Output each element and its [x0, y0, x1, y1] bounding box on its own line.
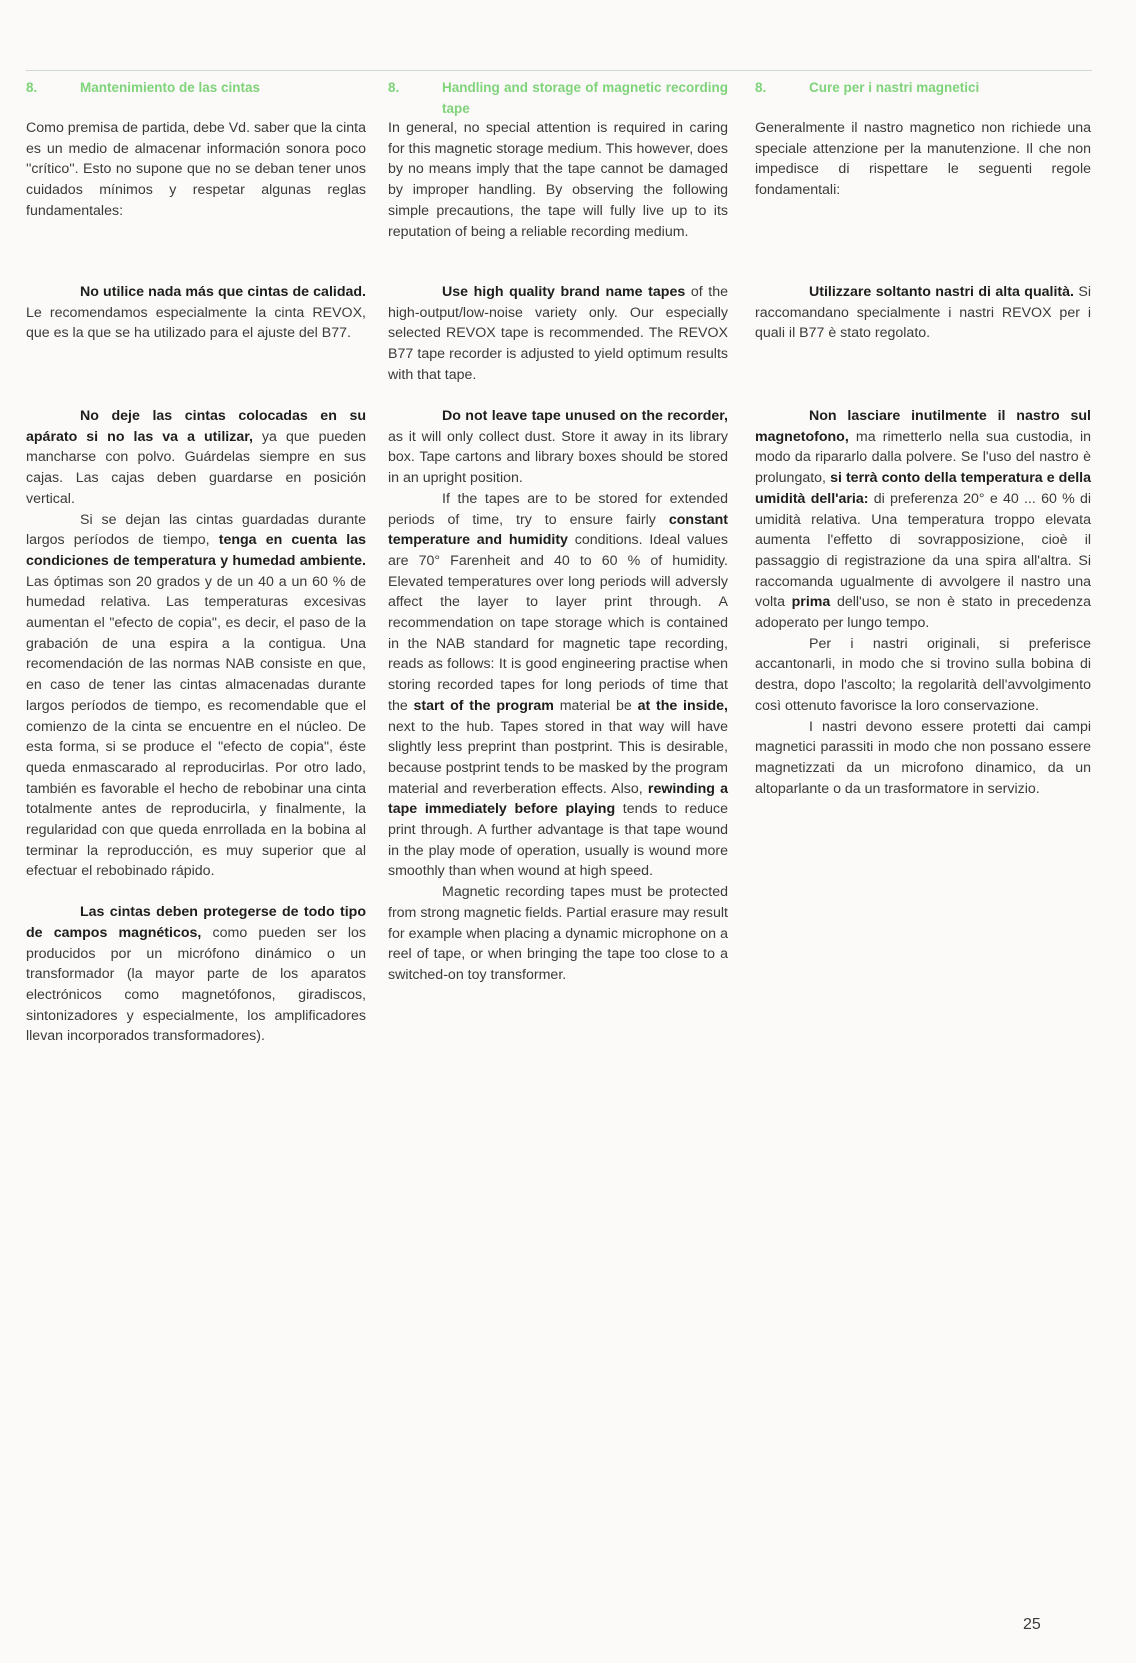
paragraph: Non lasciare inutilmente il nastro sul magnetofono, ma rimetterlo nella sua custodia, in modo da ripararlo dalla polvere. Se l'uso del nastro è prolungato, si terrà conto della temperatura e della umidità dell'aria: di preferenza 20° e 40 ... 60 % di umidità relativa. Una temperatura troppo elevata aumenta l'effetto di sovrapposizione, cioè il passaggio di registrazione da una spira all'altra. Si raccomanda ugualmente di avvolgere il nastro una volta prima dell'uso, se non è stato in precedenza adoperato per lungo tempo.	[755, 408, 1092, 632]
column-english	[388, 78, 728, 983]
column-italian	[755, 78, 1092, 797]
paragraph: Como premisa de partida, debe Vd. saber que la cinta es un medio de almacenar información sonora poco ''crítico''. Esto no supone que no se deban tener unos cuidados mínimos y respetar algunas reglas fundamentales:	[26, 120, 366, 219]
section-number: 8.	[26, 80, 38, 95]
page-number: 25	[1023, 1616, 1041, 1633]
section-title: Mantenimiento de las cintas	[80, 80, 261, 95]
paragraph: Si se dejan las cintas guardadas durante largos períodos de tiempo, tenga en cuenta las condiciones de temperatura y humedad ambiente. Las óptimas son 20 grados y de un 40 a un 60 % de humedad relativa. Las temperaturas excesivas aumentan el "efecto de copia", es decir, el paso de la grabación de una espira a la contigua. Una recomendación de las normas NAB consiste en que, en caso de tener las cintas almacenadas durante largos períodos de tiempo, es recomendable que el comienzo de la cinta se encuentre en el núcleo. De esta forma, si se produce el "efecto de copia", éste queda enmascarado al reproducirlas. Por otro lado, también es favorable el hecho de rebobinar una cinta totalmente antes de reproducirla, y finalmente, la regularidad con que queda enrrollada en la bobina al terminar la reproducción, es muy superior que al efectuar el rebobinado rápido.	[26, 511, 367, 880]
section-heading	[388, 78, 728, 119]
paragraph: Magnetic recording tapes must be protected from strong magnetic fields. Partial erasure may result for example when placing a dynamic microphone on a reel of tape, or when bringing the tape too close to a switched-on toy transformer.	[388, 884, 728, 983]
section-heading	[26, 78, 366, 99]
paragraph: Generalmente il nastro magnetico non richiede una speciale attenzione per la manutenzione. Il che non impedisce di rispettare le seguenti regole fondamentali:	[755, 120, 1091, 199]
intro-block	[388, 118, 728, 242]
tape-quality-block	[26, 282, 366, 344]
section-title: Cure per i nastri magnetici	[809, 80, 980, 95]
paragraph: Do not leave tape unused on the recorder, as it will only collect dust. Store it away in its library box. Tape cartons and library boxes should be stored in an upright position.	[388, 408, 728, 487]
storage-block	[26, 406, 366, 1047]
paragraph: Use high quality brand name tapes of the high-output/low-noise variety only. Our especially selected REVOX tape is recommended. The REVOX B77 tape recorder is adjusted to yield optimum results with that tape.	[388, 284, 728, 383]
paragraph: Utilizzare soltanto nastri di alta qualità. Si raccomandano specialmente i nastri REVOX per i quali il B77 è stato regolato.	[755, 284, 1091, 342]
section-title: Handling and storage of magnetic recording tape	[442, 80, 728, 116]
storage-block	[388, 406, 728, 986]
section-heading	[755, 78, 1091, 99]
paragraph: Per i nastri originali, si preferisce accantonarli, in modo che si trovino sulla bobina di destra, dopo l'ascolto; la regolarità dell'avvolgimento così ottenuto favorisce la loro conservazione.	[755, 635, 1091, 714]
intro-block	[755, 118, 1091, 201]
paragraph: No utilice nada más que cintas de calidad. Le recomendamos especialmente la cinta REVOX, que es la que se ha utilizado para el ajuste del B77.	[26, 284, 366, 342]
paragraph: I nastri devono essere protetti dai campi magnetici parassiti in modo che non possano essere magnetizzati da un microfono dinamico, da un altoparlante o da un trasformatore in servizio.	[755, 718, 1091, 797]
tape-quality-block	[388, 282, 728, 386]
column-spanish	[26, 78, 367, 1045]
tape-quality-block	[755, 282, 1091, 344]
paragraph: No deje las cintas colocadas en su apárato si no las va a utilizar, ya que pueden mancharse con polvo. Guárdelas siempre en sus cajas. Las cajas deben guardarse en posición vertical.	[26, 408, 366, 507]
storage-block	[755, 406, 1091, 799]
paragraph: In general, no special attention is required in caring for this magnetic storage medium. This however, does by no means imply that the tape cannot be damaged by improper handling. By observing the following simple precautions, the tape will fully live up to its reputation of being a reliable recording medium.	[388, 120, 728, 240]
paragraph: If the tapes are to be stored for extended periods of time, try to ensure fairly constant temperature and humidity conditions. Ideal values are 70° Farenheit and 40 to 60 % of humidity. Elevated temperatures over long periods will adversly affect the layer to layer print through. A recommendation on tape storage which is contained in the NAB standard for magnetic tape recording, reads as follows: It is good engineering practise when storing recorded tapes for long periods of time that the start of the program material be at the inside, next to the hub. Tapes stored in that way will have slightly less preprint than postprint. This is desirable, because postprint tends to be masked by the program material and reverberation effects. Also, rewinding a tape immediately before playing tends to reduce print through. A further advantage is that tape wound in the play mode of operation, usually is wound more smoothly than when wound at high speed.	[388, 490, 728, 880]
top-rule	[26, 70, 1092, 71]
intro-block	[26, 118, 366, 222]
section-number: 8.	[388, 80, 400, 95]
section-number: 8.	[755, 80, 767, 95]
paragraph: Las cintas deben protegerse de todo tipo de campos magnéticos, como pueden ser los producidos por un micrófono dinámico o un transformador (la mayor parte de los aparatos electrónicos como magnetófonos, giradiscos, sintonizadores y especialmente, los amplificadores llevan incorporados transformadores).	[26, 904, 366, 1045]
